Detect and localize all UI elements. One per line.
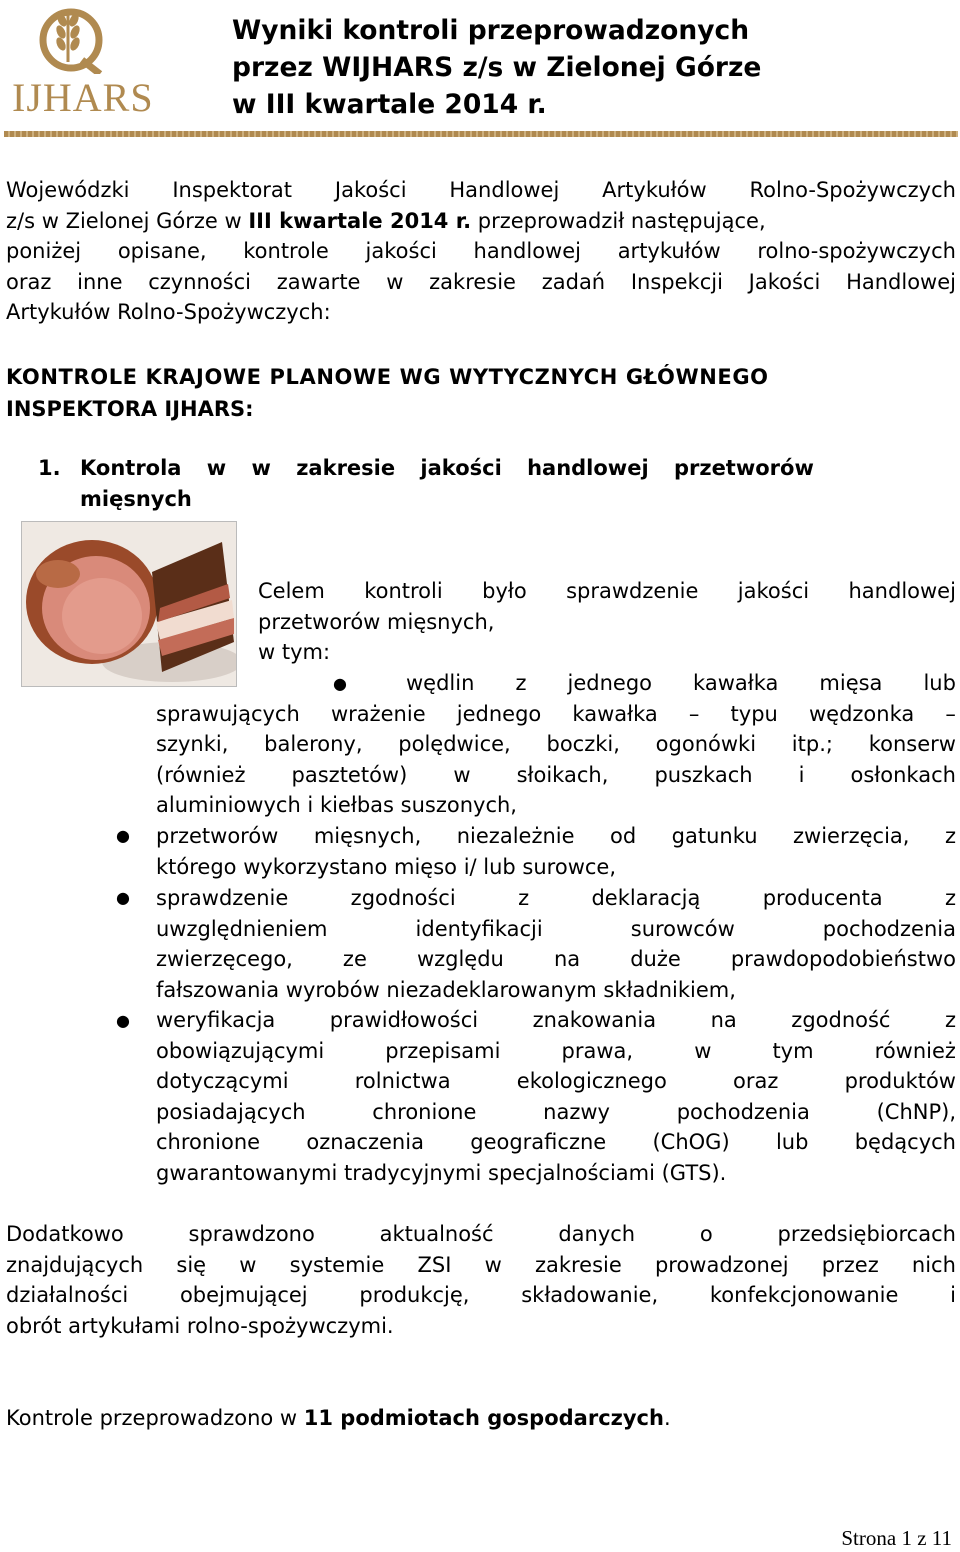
word: o xyxy=(699,1222,713,1246)
word: Artykułów xyxy=(602,178,707,202)
justified-line xyxy=(156,668,956,699)
intro-line-2a: z/s w Zielonej Górze w xyxy=(6,208,249,233)
word: puszkach xyxy=(654,762,753,787)
section-heading xyxy=(6,361,956,425)
bullet-icon: ● xyxy=(116,1011,130,1030)
word: zawarte xyxy=(276,269,361,294)
word: oraz xyxy=(6,269,52,294)
word: z xyxy=(944,886,956,910)
word: kawałka xyxy=(572,701,658,726)
word: Dodatkowo xyxy=(6,1222,124,1246)
word: jednego xyxy=(567,671,652,695)
word: jakości xyxy=(365,239,437,264)
word: produkcję, xyxy=(359,1283,470,1308)
additional-paragraph xyxy=(6,1219,956,1341)
word: Inspekcji xyxy=(630,269,723,294)
word: posiadających xyxy=(156,1099,306,1124)
page-title xyxy=(232,12,952,123)
word: – xyxy=(688,701,700,726)
word: z xyxy=(944,1008,956,1032)
word: uwzględnieniem xyxy=(156,916,328,941)
conclusion-period: . xyxy=(663,1406,671,1430)
word: mięsnych, xyxy=(313,824,422,848)
word: przedsiębiorcach xyxy=(777,1222,956,1246)
word: artykułów xyxy=(617,239,721,264)
word: dotyczącymi xyxy=(156,1069,289,1094)
word: obejmującej xyxy=(179,1283,308,1308)
word: gatunku xyxy=(671,824,758,848)
item-title-line-1: Kontrola w w zakresie jakości handlowej przetworów xyxy=(80,456,814,480)
wheat-q-emblem-icon xyxy=(4,4,138,74)
word: w xyxy=(694,1038,712,1063)
word: pochodzenia xyxy=(676,1099,810,1124)
page-number: Strona 1 z 11 xyxy=(841,1526,952,1550)
word: zadań xyxy=(541,269,606,294)
word: handlowej xyxy=(848,579,956,603)
section-heading-line-1: KONTROLE KRAJOWE PLANOWE WG WYTYCZNYCH GŁÓWNEGO xyxy=(6,365,769,389)
item-number: 1. xyxy=(38,456,61,480)
word: jednego xyxy=(456,701,542,726)
word: prawidłowości xyxy=(329,1008,479,1032)
word: z xyxy=(944,824,956,848)
justified-line xyxy=(156,699,956,730)
word: będących xyxy=(854,1130,956,1155)
word: lub xyxy=(775,1130,809,1155)
word: nich xyxy=(911,1252,956,1277)
word: produktów xyxy=(844,1069,956,1094)
purpose-line-3: w tym: xyxy=(258,640,331,665)
word: zakresie xyxy=(534,1252,622,1277)
word: zwierzęcego, xyxy=(156,947,293,972)
justified-line xyxy=(6,175,956,206)
justified-line xyxy=(6,267,956,298)
word: Jakości xyxy=(748,269,821,294)
word: polędwice, xyxy=(398,732,511,757)
justified-line xyxy=(156,1036,956,1067)
word: od xyxy=(610,824,637,848)
title-line: w III kwartale 2014 r. xyxy=(232,89,547,120)
word: oznaczenia xyxy=(306,1130,424,1155)
purpose-line-2: przetworów mięsnych, xyxy=(258,609,495,634)
bullet-icon: ● xyxy=(116,888,130,907)
word: względu xyxy=(416,947,504,972)
word: sprawdzenie xyxy=(566,579,699,603)
word: typu xyxy=(730,701,778,726)
bullet-item-2 xyxy=(156,821,956,882)
justified-line xyxy=(6,1250,956,1281)
word: boczki, xyxy=(546,732,620,757)
meat-products-photo xyxy=(21,521,237,687)
conclusion-line xyxy=(6,1403,956,1434)
justified-line xyxy=(6,1219,956,1250)
justified-line xyxy=(156,821,956,852)
word: Handlowej xyxy=(846,269,956,294)
word: przepisami xyxy=(385,1038,501,1063)
bullet-icon: ● xyxy=(116,826,130,845)
word: chronione xyxy=(156,1130,261,1155)
word: konfekcjonowanie xyxy=(709,1283,899,1308)
word: w xyxy=(239,1252,257,1277)
word: zgodności xyxy=(350,886,456,910)
item-title xyxy=(80,453,956,515)
word: mięsa xyxy=(819,671,883,695)
word: i xyxy=(950,1283,956,1308)
word: chronione xyxy=(372,1099,477,1124)
word: i xyxy=(798,762,805,787)
word: wrażenie xyxy=(330,701,426,726)
word: ekologicznego xyxy=(516,1069,667,1094)
word: było xyxy=(482,579,527,603)
word: Celem xyxy=(258,579,325,603)
intro-line-5: Artykułów Rolno-Spożywczych: xyxy=(6,300,331,325)
justified-line xyxy=(6,236,956,267)
word: ze xyxy=(342,947,367,972)
item-title-line-2: mięsnych xyxy=(80,487,192,511)
justified-line xyxy=(156,760,956,791)
word: niezależnie xyxy=(456,824,575,848)
justified-line xyxy=(156,914,956,945)
word: pochodzenia xyxy=(822,916,956,941)
additional-line-4: obrót artykułami rolno-spożywczymi. xyxy=(6,1313,394,1338)
word: Wojewódzki xyxy=(6,178,130,202)
word: czynności xyxy=(148,269,252,294)
word: (ChOG) xyxy=(652,1130,730,1155)
word: prawdopodobieństwo xyxy=(730,947,956,972)
justified-line xyxy=(156,729,956,760)
intro-line-2b: przeprowadził następujące, xyxy=(471,208,766,233)
bullet1-line-5: aluminiowych i kiełbas suszonych, xyxy=(156,793,517,818)
ijhars-logo xyxy=(4,4,154,122)
word: surowców xyxy=(630,916,735,941)
word: znajdujących xyxy=(6,1252,144,1277)
word: (również xyxy=(156,762,246,787)
word: osłonkach xyxy=(850,762,956,787)
word: sprawujących xyxy=(156,701,300,726)
word: szynki, xyxy=(156,732,229,757)
word: również xyxy=(874,1038,956,1063)
word: balerony, xyxy=(264,732,363,757)
header-divider xyxy=(4,131,958,137)
word: opisane, xyxy=(117,239,207,264)
word: w xyxy=(484,1252,502,1277)
justified-line xyxy=(156,1005,956,1036)
word: Handlowej xyxy=(449,178,560,202)
justified-line xyxy=(156,1097,956,1128)
word: Inspektorat xyxy=(172,178,293,202)
word: znakowania xyxy=(532,1008,657,1032)
word: aktualność xyxy=(379,1222,494,1246)
word: geograficzne xyxy=(470,1130,607,1155)
word: nazwy xyxy=(543,1099,610,1124)
bullet-item-4 xyxy=(156,1005,956,1189)
word: działalności xyxy=(6,1283,129,1308)
word: wędzonka xyxy=(808,701,915,726)
word: w xyxy=(453,762,471,787)
word: z xyxy=(518,886,530,910)
word: lub xyxy=(923,671,956,695)
word: danych xyxy=(558,1222,636,1246)
conclusion-text: Kontrole przeprowadzono w xyxy=(6,1406,304,1430)
word: wędlin xyxy=(406,671,475,695)
bullet2-line-2: którego wykorzystano mięso i/ lub surowce, xyxy=(156,854,617,879)
word: jakości xyxy=(737,579,810,603)
intro-paragraph xyxy=(6,175,956,328)
word: przez xyxy=(821,1252,879,1277)
word: tym xyxy=(772,1038,814,1063)
justified-line xyxy=(6,297,956,328)
justified-line xyxy=(6,1280,956,1311)
word: rolno-spożywczych xyxy=(757,239,956,264)
logo-wordmark: IJHARS xyxy=(12,75,154,120)
title-line: przez WIJHARS z/s w Zielonej Górze xyxy=(232,52,762,83)
word: poniżej xyxy=(6,239,82,264)
word: prawa, xyxy=(561,1038,634,1063)
word: ZSI xyxy=(417,1252,452,1277)
word: na xyxy=(710,1008,737,1032)
word: inne xyxy=(77,269,123,294)
word: się xyxy=(176,1252,207,1277)
justified-line xyxy=(258,576,956,607)
word: deklaracją xyxy=(591,886,701,910)
word: zwierzęcia, xyxy=(793,824,910,848)
justified-line xyxy=(156,883,956,914)
word: handlowej xyxy=(473,239,581,264)
word: sprawdzono xyxy=(188,1222,315,1246)
smoked-meat-image xyxy=(22,522,236,686)
word: kontrole xyxy=(243,239,329,264)
word: słoikach, xyxy=(516,762,609,787)
word: Rolno-Spożywczych xyxy=(749,178,956,202)
title-line: Wyniki kontroli przeprowadzonych xyxy=(232,15,750,46)
bullet-item-1 xyxy=(156,668,956,821)
justified-line xyxy=(6,206,956,237)
justified-line xyxy=(156,1127,956,1158)
word: identyfikacji xyxy=(415,916,543,941)
bullet-item-3 xyxy=(156,883,956,1005)
word: itp.; xyxy=(791,732,833,757)
word: w xyxy=(386,269,404,294)
conclusion-paragraph xyxy=(6,1403,956,1434)
bullet3-line-4: fałszowania wyrobów niezadeklarowanym składnikiem, xyxy=(156,977,736,1002)
word: na xyxy=(553,947,581,972)
word: zgodność xyxy=(791,1008,891,1032)
conclusion-count-bold: 11 podmiotach gospodarczych xyxy=(303,1406,664,1430)
word: prowadzonej xyxy=(654,1252,789,1277)
intro-period-bold: III kwartale 2014 r. xyxy=(248,208,472,233)
justified-line xyxy=(156,944,956,975)
word: kontroli xyxy=(364,579,443,603)
word: – xyxy=(945,701,956,726)
purpose-paragraph xyxy=(258,576,956,668)
word: (ChNP), xyxy=(876,1099,956,1124)
word: sprawdzenie xyxy=(156,886,289,910)
section-heading-line-2: INSPEKTORA IJHARS: xyxy=(6,397,254,421)
word: weryfikacja xyxy=(156,1008,276,1032)
word: kawałka xyxy=(693,671,779,695)
word: Jakości xyxy=(334,178,407,202)
word: systemie xyxy=(289,1252,385,1277)
word: ogonówki xyxy=(655,732,757,757)
bullet-icon: ● xyxy=(333,674,347,693)
justified-line xyxy=(156,1066,956,1097)
word: składowanie, xyxy=(521,1283,659,1308)
word: pasztetów) xyxy=(291,762,408,787)
word: rolnictwa xyxy=(354,1069,451,1094)
word: z xyxy=(515,671,527,695)
word: zakresie xyxy=(429,269,516,294)
word: konserw xyxy=(868,732,956,757)
word: duże xyxy=(630,947,681,972)
bullet4-line-6: gwarantowanymi tradycyjnymi specjalnościami (GTS). xyxy=(156,1160,727,1185)
word: producenta xyxy=(762,886,883,910)
word: przetworów xyxy=(156,824,279,848)
word: oraz xyxy=(733,1069,779,1094)
word: obowiązującymi xyxy=(156,1038,325,1063)
